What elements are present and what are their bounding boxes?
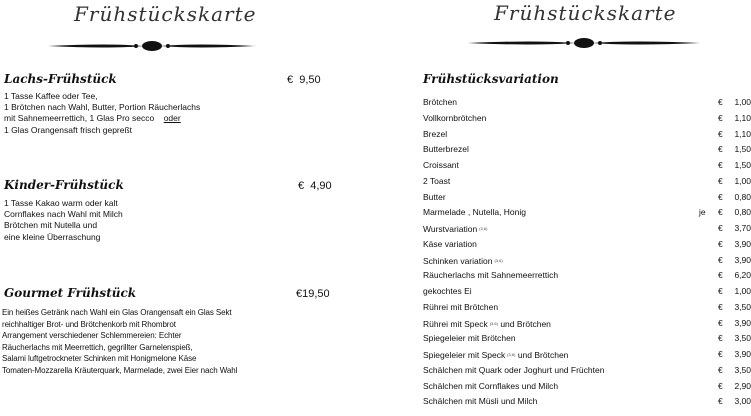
menu-item-name bbox=[423, 363, 604, 379]
menu-item-price: 1,00 bbox=[734, 175, 751, 186]
menu-item-name-text: Marmelade , Nutella, Honig bbox=[423, 207, 526, 218]
menu-item-price: 1,50 bbox=[734, 144, 751, 155]
euro-sign: € bbox=[718, 144, 723, 155]
allergen-note: (3,6) bbox=[479, 226, 488, 231]
description-line: Cornflakes nach Wahl mit Milch bbox=[4, 209, 123, 220]
menu-item-row bbox=[418, 221, 751, 237]
left-ornamental-divider bbox=[48, 38, 256, 54]
euro-sign: € bbox=[718, 270, 723, 281]
menu-item-price: 0,80 bbox=[734, 191, 751, 202]
fruehstuecksvariation-list bbox=[418, 95, 751, 410]
menu-item-row bbox=[418, 174, 751, 190]
euro-sign: € bbox=[718, 160, 723, 170]
description-line: 1 Brötchen nach Wahl, Butter, Portion Räucherlachs bbox=[4, 102, 201, 113]
allergen-note: (3,6) bbox=[494, 257, 503, 263]
menu-item-name-text: Schälchen mit Müsli und Milch bbox=[423, 396, 538, 407]
menu-item-name-text: Spiegeleier mit Speck bbox=[423, 350, 506, 360]
menu-item-name-text: Käse variation bbox=[423, 238, 477, 249]
menu-item-name bbox=[423, 237, 477, 253]
menu-item-name-text: Schälchen mit Cornflakes und Milch bbox=[423, 380, 559, 391]
menu-item-name bbox=[423, 221, 487, 238]
menu-item-price: 1,10 bbox=[734, 128, 751, 139]
menu-item-name-text: Butter bbox=[423, 191, 446, 202]
menu-item-name-text: Vollkornbrötchen bbox=[423, 112, 487, 123]
fruehstuecksvariation-heading: Frühstücksvariation bbox=[423, 72, 559, 86]
description-line: Brötchen mit Nutella und bbox=[4, 220, 98, 231]
underlined-word: oder bbox=[163, 113, 181, 124]
euro-sign: € bbox=[718, 333, 723, 344]
menu-item-price: 6,20 bbox=[734, 270, 751, 281]
left-page-title: Frühstückskarte bbox=[74, 2, 257, 26]
menu-item-name-suffix: und Brötchen bbox=[517, 350, 569, 360]
menu-item-name-text: Croissant bbox=[423, 160, 459, 170]
right-menu-page bbox=[418, 0, 751, 416]
description-line: eine kleine Überraschung bbox=[4, 231, 101, 242]
euro-sign: € bbox=[718, 286, 723, 296]
menu-item-name-text: Rührei mit Speck bbox=[423, 318, 488, 329]
menu-item-name-text: Wurstvariation bbox=[423, 224, 478, 234]
kinder-fruehstueck-price: € 4,90 bbox=[298, 180, 332, 192]
euro-sign: € bbox=[718, 128, 723, 139]
menu-item-name-text: Butterbrezel bbox=[423, 144, 469, 155]
menu-item-row bbox=[418, 158, 751, 174]
menu-item-price: 3,90 bbox=[734, 317, 751, 328]
description-line: mit Sahnemeerrettich, 1 Glas Pro secco bbox=[4, 113, 155, 124]
menu-item-row bbox=[418, 142, 751, 158]
euro-sign: € bbox=[718, 238, 723, 249]
description-line: reichhaltiger Brot- und Brötchenkorb mit Rhombrot bbox=[2, 319, 176, 329]
right-ornamental-divider bbox=[468, 35, 700, 51]
description-line: Salami luftgetrockneter Schinken mit Honigmelone Käse bbox=[2, 354, 197, 363]
menu-item-price: 0,80 bbox=[734, 207, 751, 218]
euro-sign: € bbox=[718, 380, 723, 391]
menu-item-row bbox=[418, 205, 751, 221]
menu-item-name bbox=[423, 95, 457, 111]
euro-sign: € bbox=[718, 396, 723, 407]
left-menu-page bbox=[0, 0, 370, 416]
description-line: 1 Tasse Kaffee oder Tee, bbox=[4, 91, 98, 101]
menu-item-row bbox=[418, 284, 751, 300]
menu-item-name-text: Spiegeleier mit Brötchen bbox=[423, 333, 516, 344]
menu-item-price: 1,00 bbox=[734, 97, 751, 107]
menu-item-name bbox=[423, 174, 450, 190]
lachs-fruehstueck-heading: Lachs-Frühstück bbox=[4, 72, 117, 86]
menu-item-price: 3,50 bbox=[734, 333, 751, 344]
menu-item-price: 3,50 bbox=[734, 364, 751, 375]
menu-item-name bbox=[423, 205, 526, 221]
euro-sign: € bbox=[718, 254, 723, 265]
gourmet-fruehstueck-heading: Gourmet Frühstück bbox=[4, 286, 137, 300]
menu-item-name bbox=[423, 142, 469, 158]
menu-item-row bbox=[418, 111, 751, 127]
price-qualifier: je bbox=[699, 207, 706, 218]
menu-item-price: 3,90 bbox=[734, 254, 751, 265]
menu-item-name-text: Brezel bbox=[423, 128, 448, 139]
menu-item-name bbox=[423, 253, 503, 270]
description-line: Räucherlachs mit Meerrettich, gegrillter Garnelenspieß, bbox=[2, 342, 193, 352]
menu-item-row bbox=[418, 127, 751, 143]
menu-item-row bbox=[418, 316, 751, 332]
menu-item-name-text: Brötchen bbox=[423, 97, 458, 107]
menu-item-name bbox=[423, 190, 446, 206]
menu-item-name bbox=[423, 347, 568, 364]
menu-item-name bbox=[423, 331, 516, 347]
euro-sign: € bbox=[718, 97, 723, 107]
gourmet-fruehstueck-price: €19,50 bbox=[296, 288, 330, 300]
menu-item-name bbox=[423, 379, 558, 395]
kinder-fruehstueck-description bbox=[4, 198, 123, 243]
menu-item-row bbox=[418, 331, 751, 347]
menu-item-row bbox=[418, 347, 751, 363]
description-line: 1 Glas Orangensaft frisch gepreßt bbox=[4, 124, 133, 135]
menu-item-name-suffix: und Brötchen bbox=[500, 318, 551, 329]
description-line: Tomaten-Mozzarella Kräuterquark, Marmelade, zwei Eier nach Wahl bbox=[2, 365, 238, 375]
menu-item-row bbox=[418, 268, 751, 284]
euro-sign: € bbox=[718, 112, 723, 123]
menu-item-row bbox=[418, 300, 751, 316]
euro-sign: € bbox=[718, 349, 723, 359]
menu-item-price: 3,90 bbox=[734, 238, 751, 249]
description-line: Arrangement verschiedener Schlemmereien: Echter bbox=[2, 331, 182, 340]
euro-sign: € bbox=[718, 301, 723, 312]
menu-item-name-text: 2 Toast bbox=[423, 175, 451, 186]
description-line: Ein heißes Getränk nach Wahl ein Glas Orangensaft ein Glas Sekt bbox=[2, 308, 232, 317]
menu-item-price: 3,00 bbox=[734, 396, 751, 407]
menu-item-price: 3,90 bbox=[734, 349, 751, 359]
right-page-title: Frühstückskarte bbox=[494, 1, 677, 25]
kinder-fruehstueck-heading: Kinder-Frühstück bbox=[4, 178, 124, 192]
euro-sign: € bbox=[718, 175, 723, 186]
menu-item-price: 3,70 bbox=[734, 223, 751, 233]
menu-item-name bbox=[423, 316, 551, 333]
menu-item-price: 1,00 bbox=[734, 286, 751, 296]
menu-item-row bbox=[418, 379, 751, 395]
menu-item-row bbox=[418, 95, 751, 111]
gourmet-fruehstueck-description bbox=[2, 307, 237, 376]
euro-sign: € bbox=[718, 364, 723, 375]
euro-sign: € bbox=[718, 317, 723, 328]
menu-item-name bbox=[423, 394, 537, 410]
menu-item-row bbox=[418, 253, 751, 269]
lachs-fruehstueck-price: € 9,50 bbox=[287, 74, 321, 86]
description-line: 1 Tasse Kakao warm oder kalt bbox=[4, 198, 118, 208]
menu-item-name bbox=[423, 300, 498, 316]
menu-item-name bbox=[423, 268, 558, 284]
euro-sign: € bbox=[718, 191, 723, 202]
allergen-note: (3,6) bbox=[489, 320, 498, 326]
menu-item-price: 2,90 bbox=[734, 380, 751, 391]
lachs-fruehstueck-description bbox=[4, 91, 200, 136]
menu-item-price: 3,50 bbox=[734, 301, 751, 312]
menu-item-name-text: gekochtes Ei bbox=[423, 286, 472, 296]
menu-item-price: 1,50 bbox=[734, 160, 751, 170]
menu-item-name-text: Räucherlachs mit Sahnemeerrettich bbox=[423, 270, 559, 281]
euro-sign: € bbox=[718, 207, 723, 218]
menu-item-price: 1,10 bbox=[734, 112, 751, 123]
menu-item-name bbox=[423, 127, 447, 143]
menu-item-name bbox=[423, 284, 472, 300]
menu-item-row bbox=[418, 190, 751, 206]
menu-item-name-text: Rührei mit Brötchen bbox=[423, 301, 499, 312]
menu-item-row bbox=[418, 363, 751, 379]
menu-item-name-text: Schinken variation bbox=[423, 255, 493, 266]
menu-item-row bbox=[418, 237, 751, 253]
menu-item-name-text: Schälchen mit Quark oder Joghurt und Früchten bbox=[423, 364, 605, 375]
menu-item-name bbox=[423, 111, 486, 127]
menu-item-row bbox=[418, 394, 751, 410]
menu-item-name bbox=[423, 158, 459, 174]
euro-sign: € bbox=[718, 223, 723, 233]
allergen-note: (3,6) bbox=[507, 352, 516, 357]
